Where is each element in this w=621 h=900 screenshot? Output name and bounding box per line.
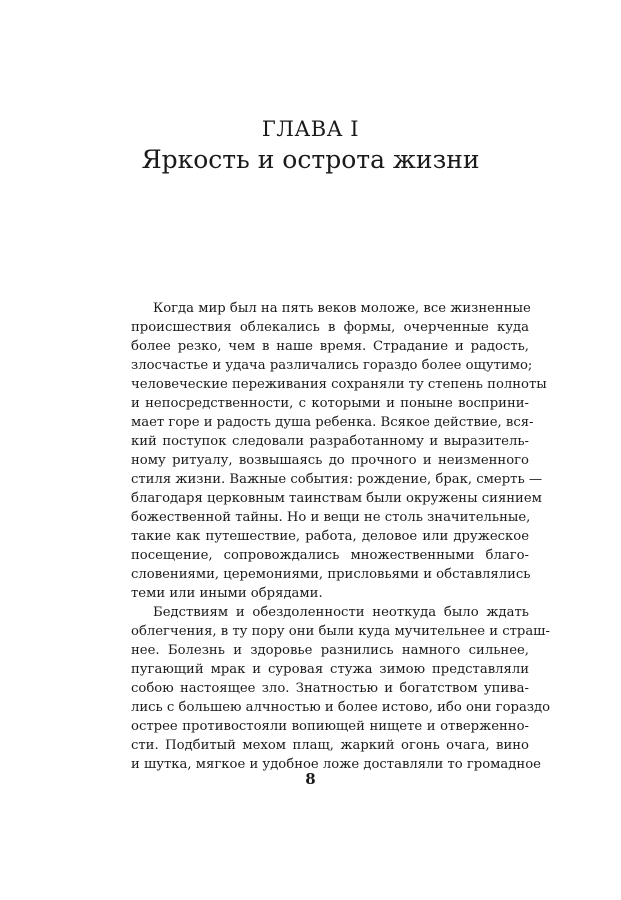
text-line: происшествия облекались в формы, очерченные куда: [131, 320, 529, 335]
text-line: Бедствиям и обездоленности неоткуда было ждать: [153, 605, 529, 620]
text-line: более резко, чем в наше время. Страдание и радость,: [131, 339, 529, 354]
text-line: божественной тайны. Но и вещи не столь значительные,: [131, 510, 531, 525]
text-line: острее противостояли вопиющей нищете и отверженно-: [131, 719, 529, 734]
text-line: злосчастье и удача различались гораздо более ощутимо;: [131, 358, 533, 373]
text-line: человеческие переживания сохраняли ту степень полноты: [131, 377, 547, 392]
chapter-label: ГЛАВА I: [261, 117, 360, 141]
text-line: стиля жизни. Важные события: рождение, брак, смерть —: [131, 472, 543, 487]
page-number: 8: [305, 770, 316, 788]
text-line: Когда мир был на пять веков моложе, все жизненные: [153, 301, 531, 316]
text-line: сти. Подбитый мехом плащ, жаркий огонь очага, вино: [131, 738, 529, 753]
text-line: и шутка, мягкое и удобное ложе доставляли то громадное: [131, 757, 541, 772]
text-line: посещение, сопровождались множественными благо-: [131, 548, 529, 563]
paragraph: [131, 299, 547, 603]
text-line: кий поступок следовали разработанному и выразитель-: [131, 434, 529, 449]
paragraph: [131, 603, 551, 774]
text-line: такие как путешествие, работа, деловое или дружеское: [131, 529, 529, 544]
text-line: собою настоящее зло. Знатностью и богатством упива-: [131, 681, 529, 696]
text-line: пугающий мрак и суровая стужа зимою представляли: [131, 662, 529, 677]
text-line: облегчения, в ту пору они были куда мучительнее и страш-: [131, 624, 550, 639]
text-line: благодаря церковным таинствам были окружены сиянием: [131, 491, 542, 506]
text-line: ному ритуалу, возвышаясь до прочного и неизменного: [131, 453, 529, 468]
chapter-title: Яркость и острота жизни: [141, 145, 480, 174]
text-line: нее. Болезнь и здоровье разнились намного сильнее,: [131, 643, 529, 658]
text-line: теми или иными обрядами.: [131, 586, 323, 601]
text-line: словениями, церемониями, присловьями и обставлялись: [131, 567, 531, 582]
text-line: и непосредственности, с которыми и поныне восприни-: [131, 396, 529, 411]
text-line: лись с большею алчностью и более истово, ибо они гораздо: [131, 700, 551, 715]
body-text: [131, 299, 551, 774]
text-line: мает горе и радость душа ребенка. Всякое действие, вся-: [131, 415, 534, 430]
